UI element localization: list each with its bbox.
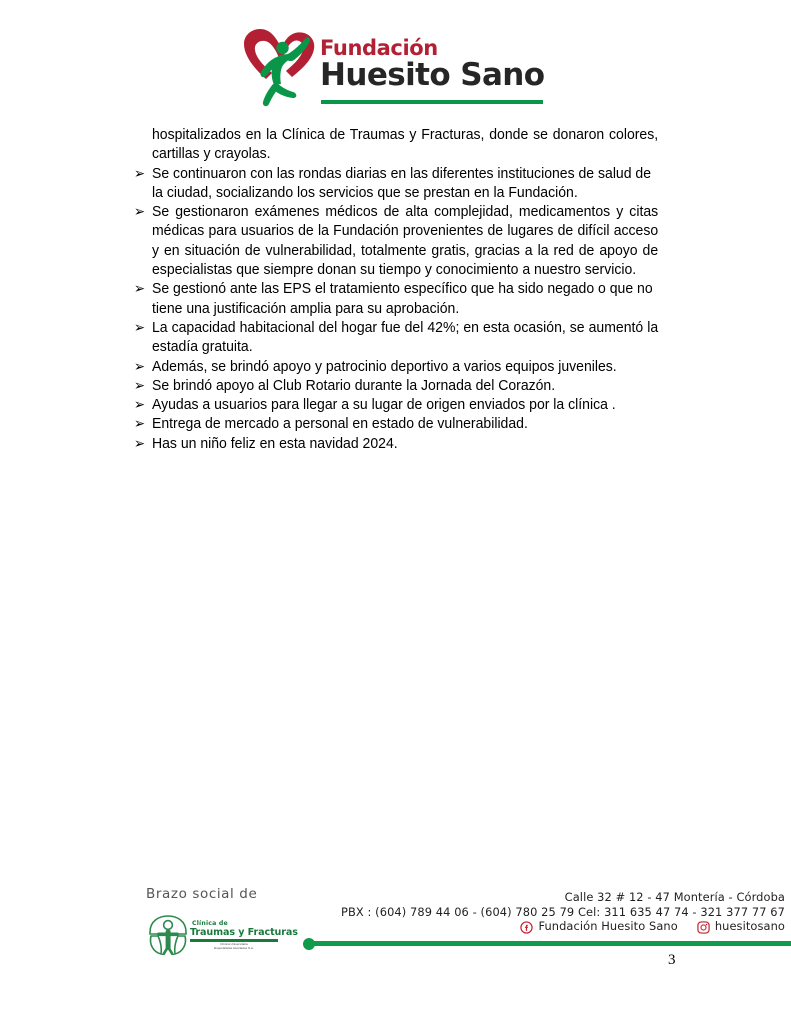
bullet-list — [0, 165, 791, 454]
clinica-figure-icon — [146, 914, 192, 956]
facebook-icon[interactable] — [520, 921, 533, 934]
list-item — [133, 280, 658, 319]
arrow-bullet-icon: ➢ — [133, 319, 146, 336]
clinica-de-text: Clínica de — [192, 920, 228, 927]
document-body — [0, 126, 791, 454]
logo-fundacion-text: Fundación — [320, 36, 438, 60]
arrow-bullet-icon: ➢ — [133, 435, 146, 452]
arrow-bullet-icon: ➢ — [133, 397, 146, 414]
logo-huesito-sano-text: Huesito Sano — [320, 57, 545, 93]
arrow-bullet-icon: ➢ — [133, 204, 146, 221]
arrow-bullet-icon: ➢ — [133, 281, 146, 298]
footer-green-bar — [303, 938, 791, 950]
fundacion-huesito-sano-logo — [236, 22, 546, 114]
clinica-micro-line-2: Especialistas Asociados S.A. — [214, 946, 254, 950]
list-item-text: Ayudas a usuarios para llegar a su lugar de origen enviados por la clínica . — [152, 397, 616, 414]
arrow-bullet-icon: ➢ — [133, 358, 146, 375]
social-media-line — [341, 919, 785, 935]
list-item-text: Entrega de mercado a personal en estado de vulnerabilidad. — [152, 416, 528, 433]
list-item — [133, 435, 658, 454]
list-item — [133, 377, 658, 396]
clinica-traumas-text: Traumas y Fracturas — [190, 927, 298, 938]
instagram-handle: huesitosano — [714, 919, 785, 934]
clinica-micro-line-1: Clínica Universitaria — [220, 942, 248, 946]
list-item-text: Se gestionó ante las EPS el tratamiento específico que ha sido negado o que no tiene una justificación amplia para su aprobación. — [152, 281, 653, 317]
list-item-text: Has un niño feliz en esta navidad 2024. — [152, 435, 398, 452]
phone-line: PBX : (604) 789 44 06 - (604) 780 25 79 Cel: 311 635 47 74 - 321 377 77 67 — [341, 904, 785, 919]
list-item-text: Además, se brindó apoyo y patrocinio deportivo a varios equipos juveniles. — [152, 358, 617, 375]
list-item — [133, 165, 658, 204]
heart-with-running-figure-logo — [236, 22, 328, 108]
address-line: Calle 32 # 12 - 47 Montería - Córdoba — [564, 890, 785, 904]
logo-wordmark — [320, 38, 546, 114]
continued-paragraph: hospitalizados en la Clínica de Traumas y Fracturas, donde se donaron colores, cartillas y crayolas. — [152, 127, 659, 163]
arrow-bullet-icon: ➢ — [133, 165, 146, 182]
page-footer — [0, 876, 791, 1024]
brazo-social-block — [146, 886, 298, 950]
clinica-wordmark — [190, 920, 298, 950]
logo-green-underline — [321, 100, 543, 104]
list-item-text: La capacidad habitacional del hogar fue del 42%; en esta ocasión, se aumentó la estadía gratuita. — [152, 319, 659, 356]
green-bar-dot — [303, 938, 315, 950]
clinica-traumas-fracturas-logo — [146, 914, 298, 958]
page-number: 3 — [668, 952, 676, 968]
facebook-handle: Fundación Huesito Sano — [538, 919, 678, 934]
list-item-text: Se brindó apoyo al Club Rotario durante la Jornada del Corazón. — [152, 377, 556, 394]
page-header — [0, 0, 791, 122]
list-item — [133, 358, 658, 377]
list-item — [133, 415, 658, 434]
green-bar-line — [311, 941, 791, 946]
contact-info-block — [341, 890, 785, 935]
arrow-bullet-icon: ➢ — [133, 416, 146, 433]
list-item — [133, 319, 659, 358]
list-item — [133, 203, 659, 280]
arrow-bullet-icon: ➢ — [133, 377, 146, 394]
list-item-text: Se continuaron con las rondas diarias en las diferentes instituciones de salud de la ciudad, socializando los servicios que se prestan en la Fundación. — [152, 165, 652, 201]
list-item — [133, 396, 658, 415]
instagram-icon[interactable] — [697, 921, 710, 934]
brazo-social-label: Brazo social de — [146, 886, 258, 902]
list-item-text: Se gestionaron exámenes médicos de alta complejidad, medicamentos y citas médicas para usuarios de la Fundación provenientes de lugares de difícil acceso y en situación de vulnerabilidad, totalmente gratis, gracias a la red de apoyo de especialistas que siempre donan su tiempo y conocimiento a nuestro servicio. — [152, 204, 659, 279]
